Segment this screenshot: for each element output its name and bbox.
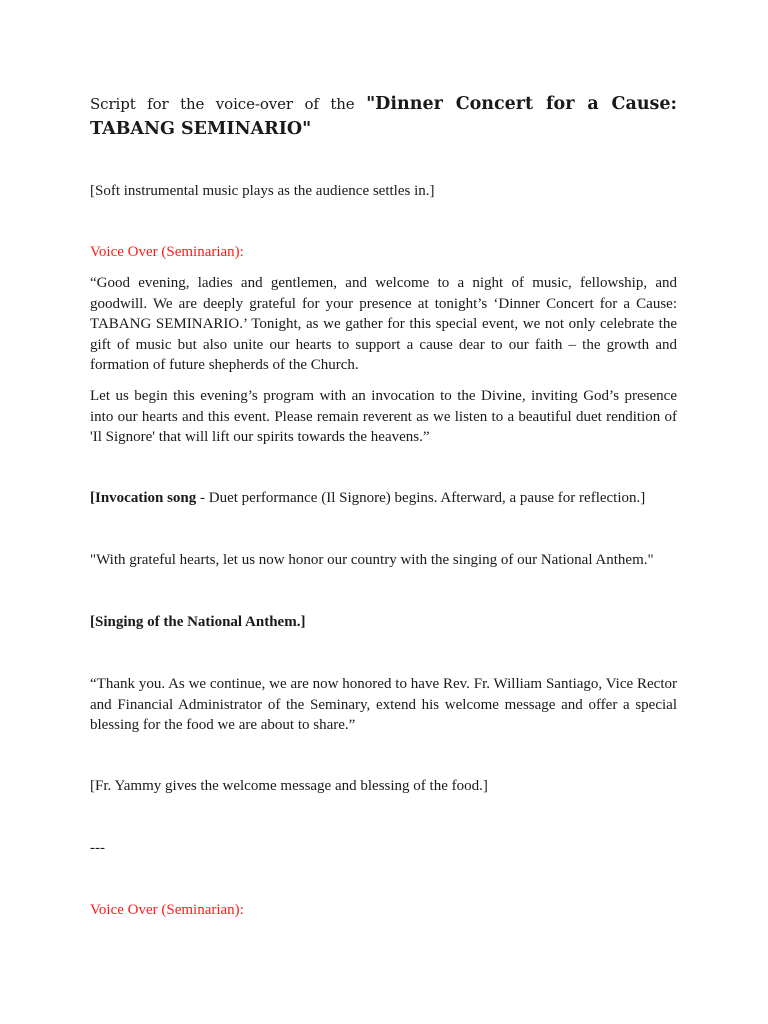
document-title <box>90 92 677 142</box>
title-prefix: Script for the voice-over of the <box>90 95 367 113</box>
stage-direction-blessing: [Fr. Yammy gives the welcome message and blessing of the food.] <box>90 778 488 794</box>
stage-direction-anthem: [Singing of the National Anthem.] <box>90 614 306 630</box>
thanks-paragraph: “Thank you. As we continue, we are now honored to have Rev. Fr. William Santiago, Vice Rector and Financial Administrator of the Seminary, extend his welcome message and offer a special blessing for the food we are about to share.” <box>90 676 677 734</box>
welcome-paragraph: “Good evening, ladies and gentlemen, and welcome to a night of music, fellowship, and goodwill. We are deeply grateful for your presence at tonight’s ‘Dinner Concert for a Cause: TABANG SEMINARIO.’ Tonight, as we gather for this special event, we not only celebrate the gift of music but also unite our hearts to support a cause dear to our faith – the growth and formation of future shepherds of the Church. <box>90 275 677 374</box>
title-main: "Dinner Concert for a Cause: TABANG SEMINARIO" <box>90 94 677 139</box>
invocation-paragraph: Let us begin this evening’s program with an invocation to the Divine, inviting God’s presence into our hearts and this event. Please remain reverent as we listen to a beautiful duet rendition of 'Il Signore' that will lift our spirits towards the heavens.” <box>90 388 677 446</box>
stage-direction-invocation <box>90 488 677 509</box>
anthem-intro-line: "With grateful hearts, let us now honor our country with the singing of our National Anthem." <box>90 552 654 568</box>
stage-direction-music: [Soft instrumental music plays as the audience settles in.] <box>90 183 435 199</box>
invocation-song-label: [Invocation song <box>90 490 197 506</box>
speaker-label-2: Voice Over (Seminarian): <box>90 902 244 918</box>
section-separator: --- <box>90 840 105 856</box>
invocation-song-detail: - Duet performance (Il Signore) begins. Afterward, a pause for reflection.] <box>196 490 646 506</box>
speaker-label-1: Voice Over (Seminarian): <box>90 244 244 260</box>
